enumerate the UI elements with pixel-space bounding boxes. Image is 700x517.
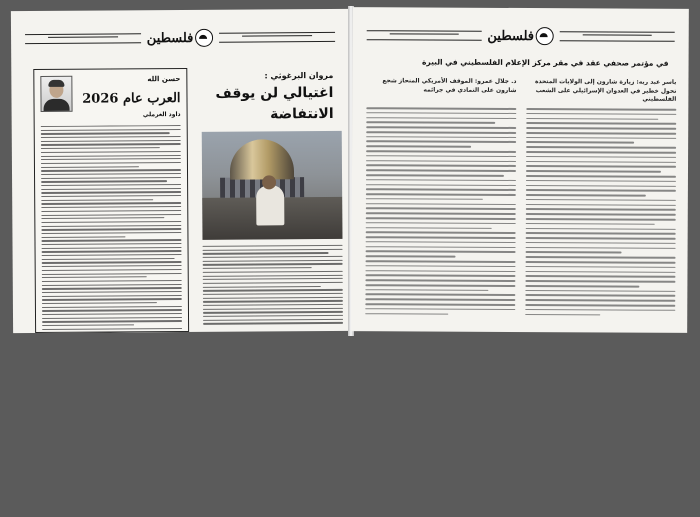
dome-of-the-rock-photo — [202, 131, 343, 240]
newspaper-left-page — [11, 9, 351, 333]
article-headline: اغتيالي لن يوقف الانتفاضة — [215, 84, 334, 123]
masthead-left — [25, 27, 335, 49]
logo-text: فلسطين — [146, 30, 194, 46]
article-column-left — [365, 107, 516, 315]
column-author: داود الغرملي — [142, 111, 181, 119]
article-headline: في مؤتمر صحفي عقد في مقر مركز الإعلام الفلسطيني في البيرة — [421, 57, 669, 68]
article-body-text — [203, 245, 344, 325]
author-photo — [40, 76, 72, 112]
column-title: العرب عام 2026 — [82, 91, 181, 107]
newspaper-logo — [487, 27, 554, 45]
column-body-text — [41, 125, 183, 333]
logo-emblem-icon — [536, 27, 554, 45]
masthead-right — [367, 25, 675, 47]
newspaper-logo — [147, 29, 214, 47]
logo-text: فلسطين — [487, 28, 535, 44]
article-byline: مروان البرغوثي : — [264, 70, 334, 81]
subhead-left: د. جلال عمرو: الموقف الأمريكي المنحاز شجع شارون على التمادي في جرائمه — [382, 77, 517, 94]
masthead-rule — [25, 33, 141, 44]
article-column-right — [525, 108, 676, 316]
masthead-rule — [367, 30, 482, 41]
newspaper-right-page — [351, 7, 689, 333]
logo-emblem-icon — [195, 29, 213, 47]
masthead-rule — [560, 31, 675, 42]
column-author-top: حسن الله — [147, 75, 181, 84]
masthead-rule — [219, 32, 335, 43]
opinion-column-box — [33, 68, 189, 333]
subhead-right: ياسر عبد ربه: زيارة شارون إلى الولايات المتحدة تحول خطير في العدوان الإسرائيلي على الشعب الفلسطيني — [534, 78, 677, 104]
